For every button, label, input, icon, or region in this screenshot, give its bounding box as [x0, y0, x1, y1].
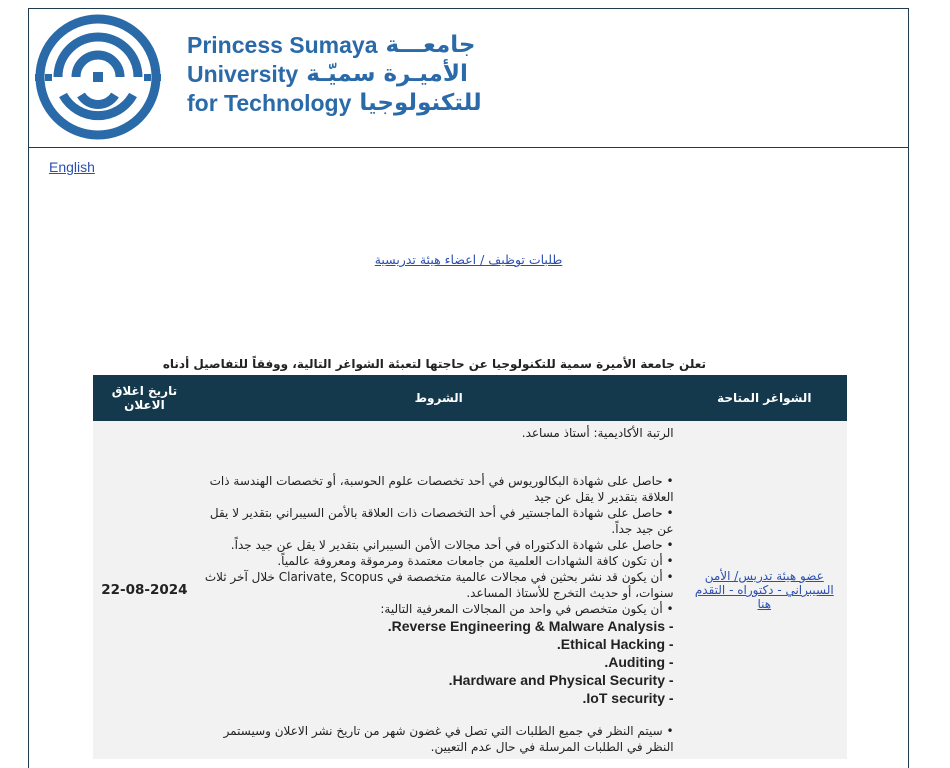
specialization-field: - Hardware and Physical Security. [448, 672, 674, 688]
english-language-link[interactable]: English [49, 159, 95, 175]
brand-ar-line-3: للتكنولوجيا [359, 90, 482, 116]
university-logo-icon [31, 11, 165, 144]
university-name [187, 31, 482, 118]
requirement-item: • حاصل على شهادة البكالوريوس في أحد تخصصات علوم الحوسبة، أو تخصصات الهندسة ذات العلاقة بتقدير لا يقل عن جيد [209, 474, 674, 504]
site-header [29, 9, 908, 148]
announcement-intro: تعلن جامعة الأميرة سمية للتكنولوجيا عن حاجتها لتعبئة الشواغر التالية، ووفقاً للتفاصيل أدناه [162, 357, 706, 371]
vacancies-table [93, 375, 847, 759]
brand-ar-line-2: الأميـرة سميّـة [306, 61, 468, 87]
brand-en-line-1: Princess Sumaya [187, 32, 378, 58]
specialization-field: - Auditing. [604, 654, 674, 670]
academic-rank: الرتبة الأكاديمية: أستاذ مساعد. [521, 426, 674, 440]
requirements-cell [196, 421, 682, 759]
requirement-item: • أن تكون كافة الشهادات العلمية من جامعات معتمدة ومرموقة ومعروفة عالمياً. [277, 554, 674, 568]
brand-ar-line-1: جامعـــة [385, 32, 476, 58]
table-header-row [93, 375, 847, 421]
position-cell [682, 421, 847, 759]
requirement-item: • حاصل على شهادة الدكتوراه في أحد مجالات الأمن السيبراني بتقدير لا يقل عن جيد جداً. [230, 538, 674, 552]
specialization-field: - Reverse Engineering & Malware Analysis. [387, 618, 674, 634]
requirement-item: • حاصل على شهادة الماجستير في أحد التخصصات ذات العلاقة بالأمن السيبراني بتقدير لا يقل عن جيد جداً. [209, 506, 674, 536]
position-apply-link[interactable]: عضو هيئة تدريس/ الأمن السيبراني - دكتوراه - التقدم هنا [694, 569, 834, 611]
requirement-item: • أن يكون قد نشر بحثين في مجالات عالمية متخصصة في Clarivate, Scopus خلال آخر ثلاث سنوات، أو حديث التخرج للأستاذ المساعد. [204, 570, 674, 600]
brand-en-line-2: University [187, 61, 299, 87]
header-closing-date: تاريخ اغلاق الاعلان [93, 375, 196, 421]
review-note: • سيتم النظر في جميع الطلبات التي تصل في غضون شهر من تاريخ نشر الاعلان وسيستمر النظر في الطلبات المرسلة في حال عدم التعيين. [223, 724, 674, 754]
closing-date-cell: 22-08-2024 [93, 421, 196, 759]
brand-en-line-3: for Technology [187, 90, 352, 116]
specialization-field: - Ethical Hacking. [556, 636, 674, 652]
page-frame [28, 8, 909, 768]
header-positions: الشواغر المتاحة [682, 375, 847, 421]
specialization-field: - IoT security. [582, 690, 674, 706]
requirement-item: • أن يكون متخصص في واحد من المجالات المعرفية التالية: [380, 602, 674, 616]
table-row [93, 421, 847, 759]
header-requirements: الشروط [196, 375, 682, 421]
job-applications-link[interactable]: طلبات توظيف / اعضاء هيئة تدريسية [374, 252, 563, 267]
